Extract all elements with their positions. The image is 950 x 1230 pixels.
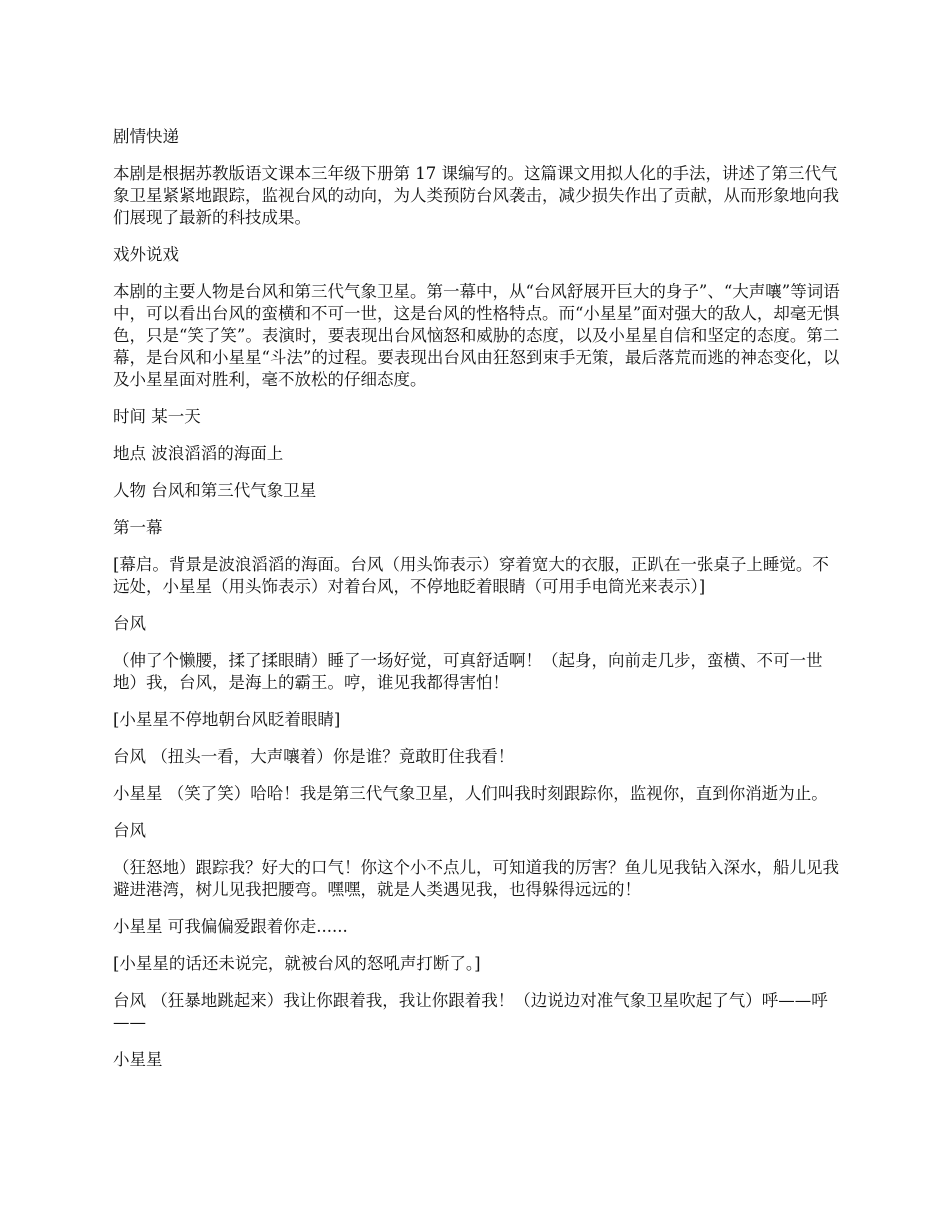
dialogue-line: 小星星 （笑了笑）哈哈！我是第三代气象卫星，人们叫我时刻跟踪你，监视你，直到你消逝为止。 (113, 784, 828, 803)
characters-line: 人物 台风和第三代气象卫星 (113, 481, 317, 500)
section-heading-notes: 戏外说戏 (113, 245, 179, 264)
stage-direction: [小星星的话还未说完，就被台风的怒吼声打断了。] (113, 954, 481, 973)
performance-notes-paragraph: 本剧的主要人物是台风和第三代气象卫星。第一幕中，从“台风舒展开巨大的身子”、“大声嚷”等词语中，可以看出台风的蛮横和不可一世，这是台风的性格特点。而“小星星”面对强大的敌人，却毫无惧色，只是“笑了笑”。表演时，要表现出台风恼怒和威胁的态度，以及小星星自信和坚定的态度。第二幕，是台风和小星星“斗法”的过程。要表现出台风由狂怒到束手无策，最后落荒而逃的神态变化，以及小星星面对胜利，毫不放松的仔细态度。 (113, 282, 840, 389)
section-heading-plot: 剧情快递 (113, 127, 179, 146)
time-line: 时间 某一天 (113, 407, 201, 426)
speaker-label: 小星星 (113, 1050, 163, 1069)
plot-summary-paragraph: 本剧是根据苏教版语文课本三年级下册第 17 课编写的。这篇课文用拟人化的手法，讲述了第三代气象卫星紧紧地跟踪，监视台风的动向，为人类预防台风袭击，减少损失作出了贡献，从而形象地向我们展现了最新的科技成果。 (113, 164, 839, 227)
speaker-label: 台风 (113, 614, 146, 633)
dialogue-line: 台风 （扭头一看，大声嚷着）你是谁？竟敢盯住我看！ (113, 747, 515, 766)
dialogue-line: 台风 （狂暴地跳起来）我让你跟着我，我让你跟着我！（边说边对准气象卫星吹起了气）呼——呼—— (113, 991, 828, 1032)
speaker-label: 台风 (113, 821, 146, 840)
stage-direction: [幕启。背景是波浪滔滔的海面。台风（用头饰表示）穿着宽大的衣服，正趴在一张桌子上睡觉。不远处，小星星（用头饰表示）对着台风，不停地眨着眼睛（可用手电筒光来表示）] (113, 555, 829, 596)
stage-direction: [小星星不停地朝台风眨着眼睛] (113, 710, 341, 729)
dialogue-line: 小星星 可我偏偏爱跟着你走...... (113, 917, 348, 936)
dialogue-line: （狂怒地）跟踪我？好大的口气！你这个小不点儿，可知道我的厉害？鱼儿见我钻入深水，船儿见我避进港湾，树儿见我把腰弯。嘿嘿，就是人类遇见我，也得躲得远远的！ (113, 858, 839, 899)
place-line: 地点 波浪滔滔的海面上 (113, 444, 284, 463)
dialogue-line: （伸了个懒腰，揉了揉眼睛）睡了一场好觉，可真舒适啊！（起身，向前走几步，蛮横、不可一世地）我，台风，是海上的霸王。哼，谁见我都得害怕！ (113, 651, 823, 692)
document-body (113, 126, 841, 1086)
act-heading: 第一幕 (113, 518, 163, 537)
